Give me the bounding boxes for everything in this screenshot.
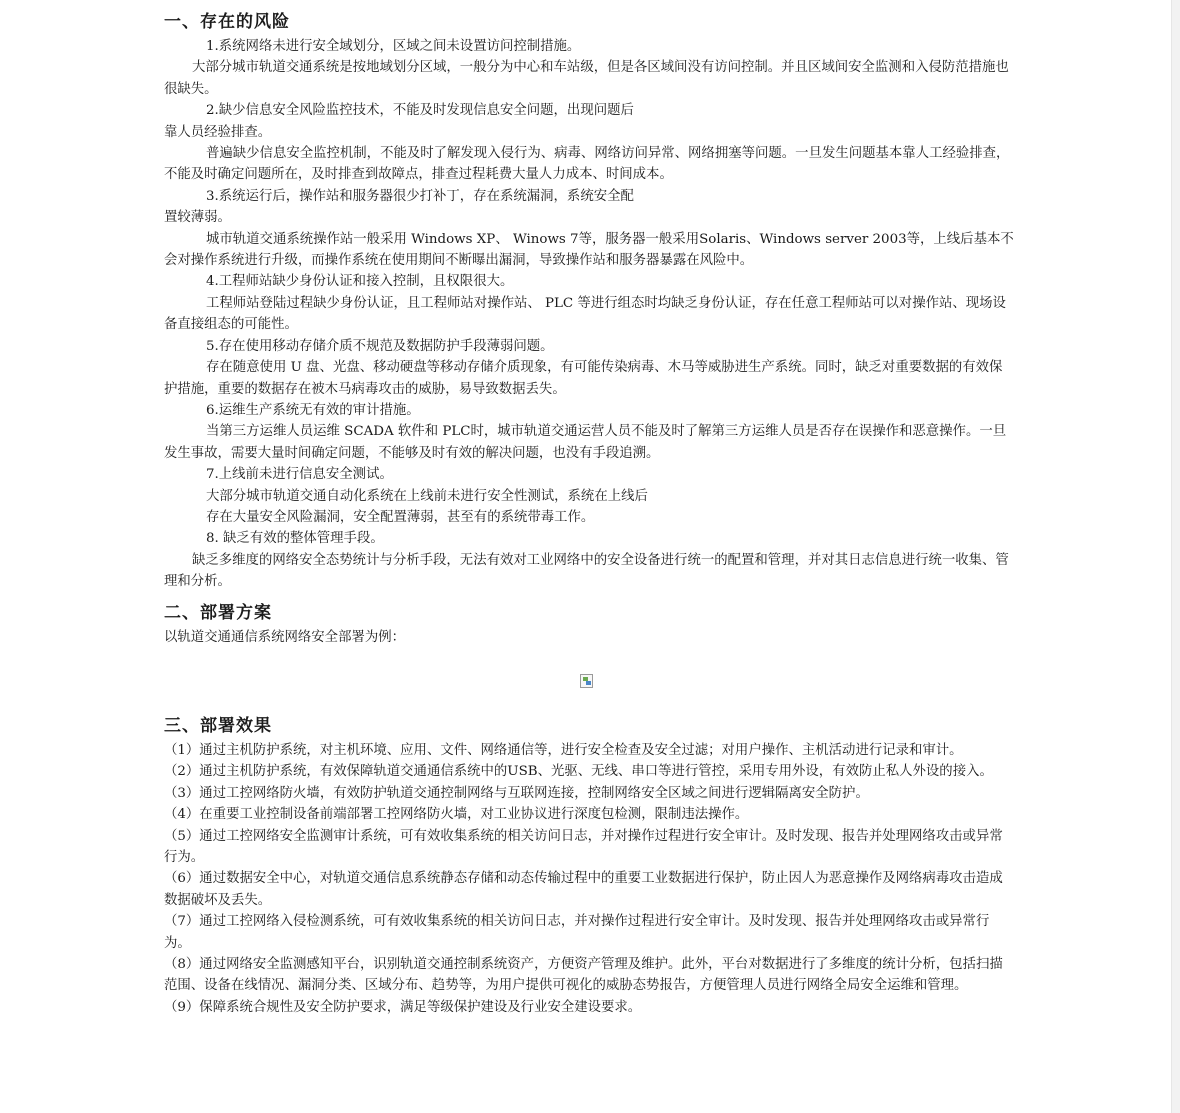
risk-6-body: 当第三方运维人员运维 SCADA 软件和 PLC时，城市轨道交通运营人员不能及时了解第三方运维人员是否存在误操作和恶意操作。一旦发生事故，需要大量时间确定问题，不能够及时有效的解决问题，也没有手段追溯。 bbox=[164, 424, 1007, 461]
risk-3-heading-cont: 置较薄弱。 bbox=[164, 210, 231, 226]
risk-6-heading: 6.运维生产系统无有效的审计措施。 bbox=[206, 402, 420, 418]
risk-8-heading: 8. 缺乏有效的整体管理手段。 bbox=[206, 531, 384, 547]
section-title-risks: 一、存在的风险 bbox=[164, 12, 290, 32]
risk-7-line-1: 大部分城市轨道交通自动化系统在上线前未进行安全性测试，系统在上线后 bbox=[206, 488, 648, 504]
effect-item-5: （5）通过工控网络安全监测审计系统，可有效收集系统的相关访问日志，并对操作过程进行安全审计。及时发现、报告并处理网络攻击或异常行为。 bbox=[164, 828, 1003, 865]
broken-image-icon[interactable] bbox=[580, 674, 593, 688]
risk-3-heading: 3.系统运行后，操作站和服务器很少打补丁，存在系统漏洞，系统安全配 bbox=[206, 188, 634, 204]
risk-3-body: 城市轨道交通系统操作站一般采用 Windows XP、 Winows 7等，服务器一般采用Solaris、Windows server 2003等，上线后基本不会对操作系统进行升级，而操作系统在使用期间不断曝出漏洞，导致操作站和服务器暴露在风险中。 bbox=[164, 231, 1014, 269]
risk-1-body: 大部分城市轨道交通系统是按地域划分区域，一般分为中心和车站级，但是各区域间没有访问控制。并且区域间安全监测和入侵防范措施也很缺失。 bbox=[164, 60, 1009, 97]
section-title-effects: 三、部署效果 bbox=[164, 715, 272, 736]
effect-item-3: （3）通过工控网络防火墙，有效防护轨道交通控制网络与互联网连接，控制网络安全区域之间进行逻辑隔离安全防护。 bbox=[164, 785, 869, 801]
effect-item-7: （7）通过工控网络入侵检测系统，可有效收集系统的相关访问日志，并对操作过程进行安全审计。及时发现、报告并处理网络攻击或异常行为。 bbox=[164, 914, 990, 951]
risk-1-heading: 1.系统网络未进行安全域划分，区域之间未设置访问控制措施。 bbox=[206, 39, 581, 54]
risk-2-heading-cont: 靠人员经验排查。 bbox=[164, 124, 272, 140]
deployment-intro: 以轨道交通通信系统网络安全部署为例： bbox=[164, 629, 406, 645]
effect-item-9: （9）保障系统合规性及安全防护要求，满足等级保护建设及行业安全建设要求。 bbox=[164, 999, 642, 1015]
risk-7-line-2: 存在大量安全风险漏洞，安全配置薄弱，甚至有的系统带毒工作。 bbox=[206, 509, 595, 525]
risk-4-body: 工程师站登陆过程缺少身份认证，且工程师站对操作站、 PLC 等进行组态时均缺乏身份认证，存在任意工程师站可以对操作站、现场设备直接组态的可能性。 bbox=[164, 295, 1006, 333]
risk-4-heading: 4.工程师站缺少身份认证和接入控制，且权限很大。 bbox=[206, 274, 514, 290]
risk-7-heading: 7.上线前未进行信息安全测试。 bbox=[206, 467, 393, 483]
section-title-deployment: 二、部署方案 bbox=[164, 602, 272, 623]
risk-2-body: 普遍缺少信息安全监控机制，不能及时了解发现入侵行为、病毒、网络访问异常、网络拥塞等问题。一旦发生问题基本靠人工经验排查，不能及时确定问题所在，及时排查到故障点，排查过程耗费大量人力成本、时间成本。 bbox=[164, 146, 1010, 183]
risk-5-heading: 5.存在使用移动存储介质不规范及数据防护手段薄弱问题。 bbox=[206, 338, 554, 354]
risk-2-heading: 2.缺少信息安全风险监控技术，不能及时发现信息安全问题，出现问题后 bbox=[206, 103, 634, 119]
effect-item-4: （4）在重要工业控制设备前端部署工控网络防火墙，对工业协议进行深度包检测，限制违法操作。 bbox=[164, 807, 749, 823]
risk-8-body: 缺乏多维度的网络安全态势统计与分析手段，无法有效对工业网络中的安全设备进行统一的配置和管理，并对其日志信息进行统一收集、管理和分析。 bbox=[164, 552, 1009, 590]
effect-item-2: （2）通过主机防护系统，有效保障轨道交通通信系统中的USB、光驱、无线、串口等进行管控，采用专用外设，有效防止私人外设的接入。 bbox=[164, 764, 993, 780]
scrollbar-track[interactable] bbox=[1171, 0, 1180, 1113]
document-page bbox=[164, 8, 1014, 1018]
risk-5-body: 存在随意使用 U 盘、光盘、移动硬盘等移动存储介质现象，有可能传染病毒、木马等威胁进生产系统。同时，缺乏对重要数据的有效保护措施，重要的数据存在被木马病毒攻击的威胁，易导致数据丢失。 bbox=[164, 360, 1003, 397]
effect-item-6: （6）通过数据安全中心，对轨道交通信息系统静态存储和动态传输过程中的重要工业数据进行保护，防止因人为恶意操作及网络病毒攻击造成数据破坏及丢失。 bbox=[164, 871, 1003, 908]
deployment-image-area bbox=[164, 648, 1014, 712]
effect-item-1: （1）通过主机防护系统，对主机环境、应用、文件、网络通信等，进行安全检查及安全过滤；对用户操作、主机活动进行记录和审计。 bbox=[164, 742, 963, 758]
effect-item-8: （8）通过网络安全监测感知平台，识别轨道交通控制系统资产，方便资产管理及维护。此外，平台对数据进行了多维度的统计分析，包括扫描范围、设备在线情况、漏洞分类、区域分布、趋势等，为用户提供可视化的威胁态势报告，方便管理人员进行网络全局安全运维和管理。 bbox=[164, 957, 1003, 994]
